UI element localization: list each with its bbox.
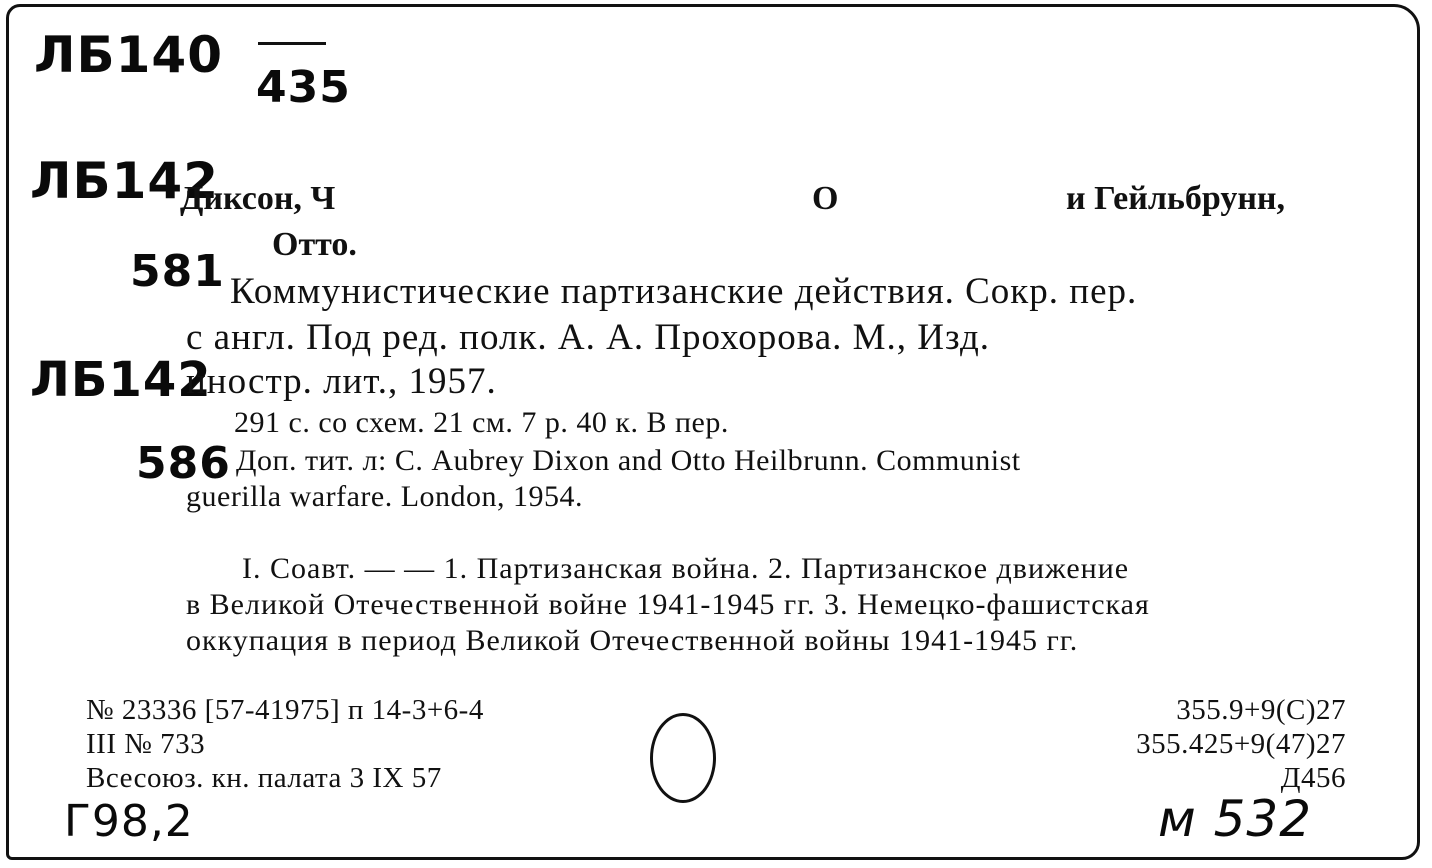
handwritten-bottom-left: Г98,2 xyxy=(64,796,194,847)
handwritten-number-2: 581 xyxy=(130,246,225,297)
handwritten-shelf-code-2: ЛБ142 xyxy=(30,152,220,210)
imprint-line: иностр. лит., 1957. xyxy=(186,361,497,402)
subject-line-2: в Великой Отечественной войне 1941-1945 гг. 3. Немецко-фашистская xyxy=(186,588,1150,621)
author-initial: О xyxy=(812,180,839,217)
handwritten-fraction-number: 435 xyxy=(256,62,351,113)
card-series-number: III № 733 xyxy=(86,728,206,760)
handwritten-shelf-code-top: ЛБ140 xyxy=(34,26,224,84)
original-title-line-2: guerilla warfare. London, 1954. xyxy=(186,480,584,513)
collation-line: 291 с. со схем. 21 см. 7 р. 40 к. В пер. xyxy=(234,406,729,439)
handwritten-shelf-code-3: ЛБ142 xyxy=(30,352,212,408)
original-title-line-1: Доп. тит. л: С. Aubrey Dixon and Otto Heilbrunn. Communist xyxy=(236,444,1021,477)
subject-line-1: I. Соавт. — — 1. Партизанская война. 2. Партизанское движение xyxy=(242,552,1130,585)
title-line-2: с англ. Под ред. полк. А. А. Прохорова. М., Изд. xyxy=(186,317,991,358)
coauthor-given-name: Отто. xyxy=(272,226,357,263)
author-mark: Д456 xyxy=(1280,762,1346,794)
author-heading: Диксон, Ч xyxy=(180,180,336,217)
title-line-1: Коммунистические партизанские действия. Сокр. пер. xyxy=(230,271,1138,312)
subject-line-3: оккупация в период Великой Отечественной войны 1941-1945 гг. xyxy=(186,624,1079,657)
handwritten-number-3: 586 xyxy=(136,438,231,489)
chamber-date: Всесоюз. кн. палата 3 IX 57 xyxy=(86,762,442,794)
fraction-bar xyxy=(258,42,326,45)
handwritten-bottom-right: м 532 xyxy=(1158,790,1313,848)
coauthor-heading: и Гейльбрунн, xyxy=(1066,180,1286,217)
classification-code-2: 355.425+9(47)27 xyxy=(1136,728,1346,760)
registration-number: № 23336 [57-41975] п 14-3+6-4 xyxy=(86,694,484,726)
classification-code-1: 355.9+9(С)27 xyxy=(1176,694,1346,726)
stamp-oval xyxy=(650,713,716,803)
